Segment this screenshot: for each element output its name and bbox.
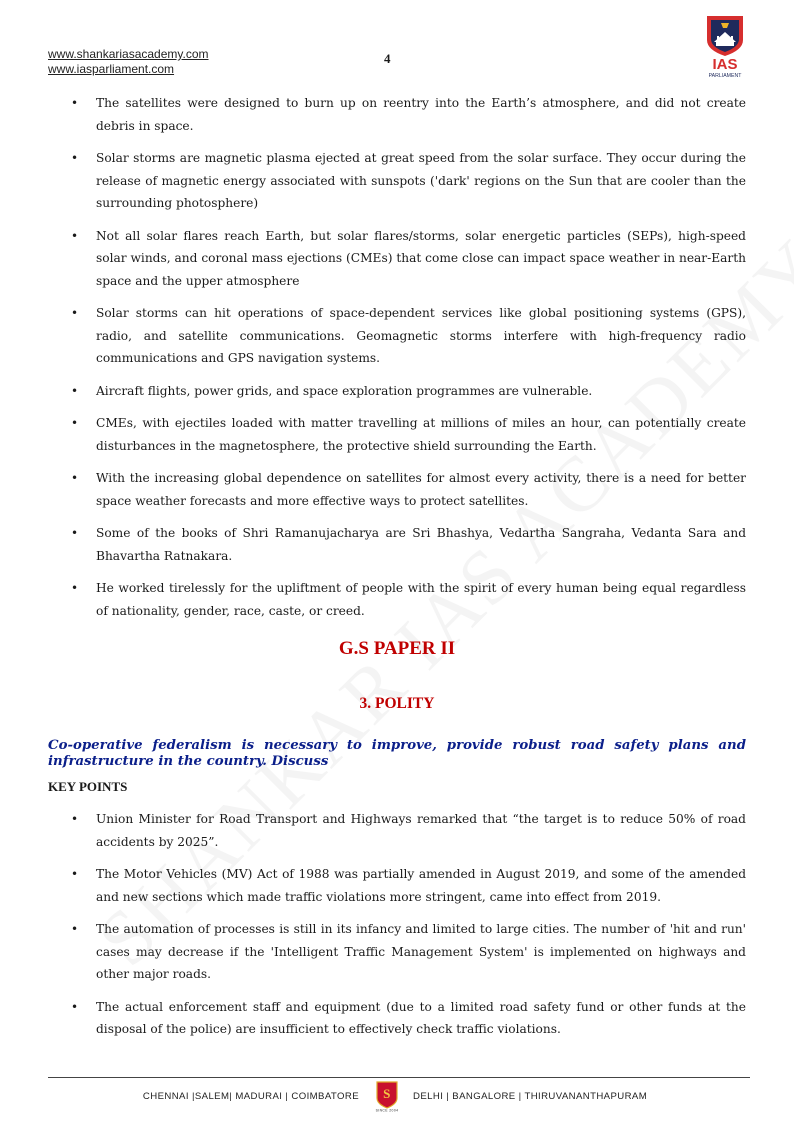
bullet-item: • With the increasing global dependence on satellites for almost every activity, there is a need for better space weather forecasts and more effective ways to protect satellites. [96, 467, 746, 512]
bullet-item: • Solar storms are magnetic plasma ejected at great speed from the solar surface. They occur during the release of magnetic energy associated with sunspots ('dark' regions on the Sun that are cooler than the surrounding photosphere) [96, 147, 746, 215]
bullet-item: • Aircraft flights, power grids, and space exploration programmes are vulnerable. [96, 380, 746, 403]
bullet-item: • CMEs, with ejectiles loaded with matter travelling at millions of miles an hour, can potentially create disturbances in the magnetosphere, the protective shield surrounding the Earth. [96, 412, 746, 457]
shankar-emblem-icon [375, 1080, 399, 1112]
ias-parliament-logo-icon [699, 12, 751, 80]
header-link-iasparliament[interactable]: www.iasparliament.com [48, 62, 175, 76]
bullet-list-bottom [0, 808, 794, 1041]
header-link-shankar[interactable]: www.shankariasacademy.com [48, 47, 209, 61]
page-number: 4 [384, 51, 391, 66]
section-heading: 3. POLITY [359, 695, 435, 712]
bullet-item: • Some of the books of Shri Ramanujacharya are Sri Bhashya, Vedartha Sangraha, Vedanta Sara and Bhavartha Ratnakara. [96, 522, 746, 567]
bullet-item: • He worked tirelessly for the upliftment of people with the spirit of every human being equal regardless of nationality, gender, race, caste, or creed. [96, 577, 746, 622]
footer-cities-right: DELHI | BANGALORE | THIRUVANANTHAPURAM [413, 1091, 648, 1102]
bullet-item: • Solar storms can hit operations of space-dependent services like global positioning systems (GPS), radio, and satellite communications. Geomagnetic storms interfere with high-frequency radio communications and GPS navigation systems. [96, 302, 746, 370]
emblem-caption: SINCE 2004 [375, 1108, 399, 1112]
bullet-item: • Not all solar flares reach Earth, but solar flares/storms, solar energetic particles (SEPs), high-speed solar winds, and coronal mass ejections (CMEs) that come close can impact space weather in near-Earth space and the upper atmosphere [96, 225, 746, 293]
header-links [48, 47, 209, 77]
bullet-list-top [0, 92, 794, 622]
key-points-label: KEY POINTS [48, 779, 128, 794]
footer [0, 1078, 794, 1112]
bullet-item: • The Motor Vehicles (MV) Act of 1988 was partially amended in August 2019, and some of the amended and new sections which made traffic violations more stringent, came into effect from 2019. [96, 863, 746, 908]
question-heading: Co-operative federalism is necessary to improve, provide robust road safety plans and infrastructure in the country. Discuss [48, 738, 746, 769]
bullet-item: • The satellites were designed to burn up on reentry into the Earth’s atmosphere, and did not create debris in space. [96, 92, 746, 137]
bullet-item: • Union Minister for Road Transport and Highways remarked that “the target is to reduce 50% of road accidents by 2025”. [96, 808, 746, 853]
logo-text: IAS [712, 56, 738, 73]
emblem-letter: S [383, 1086, 391, 1101]
paper-heading: G.S PAPER II [338, 638, 456, 659]
logo-subtext: PARLIAMENT [708, 73, 742, 79]
bullet-item: • The automation of processes is still in its infancy and limited to large cities. The number of 'hit and run' cases may decrease if the 'Intelligent Traffic Management System' is implemented on highways and other major roads. [96, 918, 746, 986]
bullet-item: • The actual enforcement staff and equipment (due to a limited road safety fund or other funds at the disposal of the police) are insufficient to effectively check traffic violations. [96, 996, 746, 1041]
footer-cities-left: CHENNAI |SALEM| MADURAI | COIMBATORE [142, 1091, 359, 1102]
